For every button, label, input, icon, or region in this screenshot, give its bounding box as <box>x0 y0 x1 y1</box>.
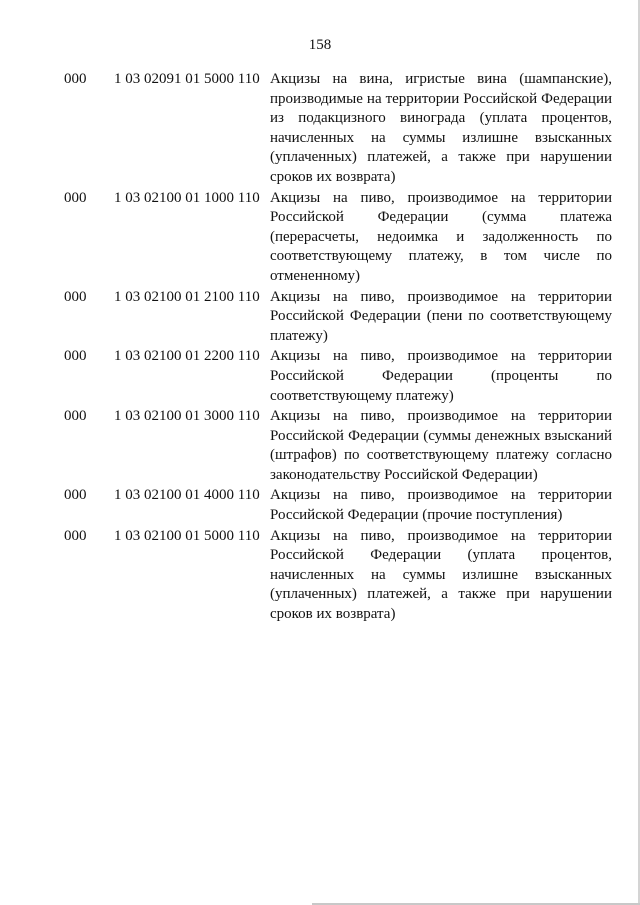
table-row <box>64 347 612 406</box>
budget-classification-code: 1 03 02100 01 2200 110 <box>114 348 260 365</box>
admin-code: 000 <box>64 288 87 305</box>
admin-code: 000 <box>64 527 87 544</box>
budget-classification-code: 1 03 02091 01 5000 110 <box>114 71 260 87</box>
revenue-description: Акцизы на пиво, производимое на территории Российской Федерации (проценты по соответствующему платежу) <box>270 348 612 404</box>
revenue-description: Акцизы на пиво, производимое на территории Российской Федерации (уплата процентов, начисленных на суммы излишне взысканных (уплаченных) платежей, а также при нарушении сроков их возврата) <box>270 527 612 623</box>
budget-classification-code: 1 03 02100 01 1000 110 <box>114 189 260 206</box>
table-row <box>64 70 612 188</box>
budget-classification-code: 1 03 02100 01 5000 110 <box>114 527 260 544</box>
table-row <box>64 407 612 485</box>
budget-classification-code: 1 03 02100 01 4000 110 <box>114 487 260 504</box>
admin-code: 000 <box>64 487 87 504</box>
page-number: 158 <box>308 37 332 53</box>
table-row <box>64 527 612 625</box>
revenue-description: Акцизы на пиво, производимое на территории Российской Федерации (пени по соответствующему платежу) <box>270 288 612 344</box>
budget-classification-code: 1 03 02100 01 3000 110 <box>114 408 260 425</box>
admin-code: 000 <box>64 189 87 206</box>
revenue-description: Акцизы на пиво, производимое на территории Российской Федерации (прочие поступления) <box>270 487 612 524</box>
admin-code: 000 <box>64 71 87 87</box>
budget-classification-code: 1 03 02100 01 2100 110 <box>114 288 260 305</box>
table-row <box>64 288 612 347</box>
revenue-description: Акцизы на пиво, производимое на территории Российской Федерации (суммы денежных взысканий (штрафов) по соответствующему платежу согласно законодательству Российской Федерации) <box>270 408 612 483</box>
table-row <box>64 486 612 525</box>
classification-table <box>64 70 612 626</box>
revenue-description: Акцизы на вина, игристые вина (шампанские), производимые на территории Российской Федерации из подакцизного винограда (уплата процентов, начисленных на суммы излишне взысканных (уплаченных) платежей, а также при нарушении сроков их возврата) <box>270 71 612 185</box>
revenue-description: Акцизы на пиво, производимое на территории Российской Федерации (сумма платежа (перерасчеты, недоимка и задолженность по соответствующему платежу, в том числе по отмененному) <box>270 189 612 284</box>
table-row <box>64 189 612 287</box>
admin-code: 000 <box>64 348 87 365</box>
admin-code: 000 <box>64 408 87 425</box>
